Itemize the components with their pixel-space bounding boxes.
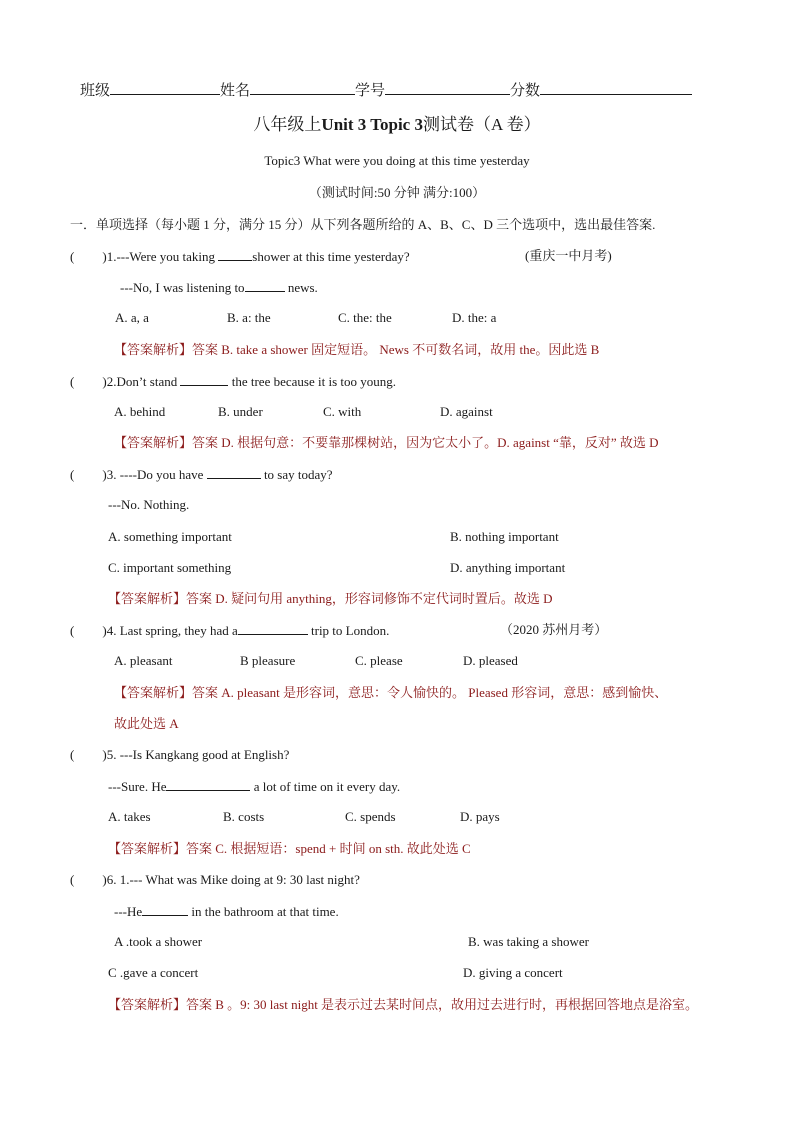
option[interactable]: B pleasure	[240, 653, 296, 668]
option[interactable]: D. anything important	[450, 560, 566, 575]
answer-box[interactable]	[74, 249, 102, 261]
exam-info: （测试时间:50 分钟 满分:100）	[308, 185, 486, 200]
option[interactable]: C. spends	[345, 809, 396, 824]
answer-box[interactable]	[74, 747, 102, 759]
answer-box[interactable]	[74, 467, 102, 479]
blank[interactable]	[245, 279, 285, 292]
class-field[interactable]	[110, 80, 220, 95]
page-subtitle: Topic3 What were you doing at this time yesterday	[264, 153, 530, 168]
name-label: 姓名	[220, 83, 251, 99]
question-5-reply: ---Sure. He a lot of time on it every day.	[108, 779, 401, 794]
option[interactable]: A .took a shower	[114, 934, 203, 949]
question-2-stem: ( )2.Don’t stand the tree because it is too young.	[70, 374, 396, 389]
option[interactable]: A. a, a	[115, 310, 149, 325]
option[interactable]: C. the: the	[338, 310, 392, 325]
blank[interactable]	[166, 778, 250, 791]
option[interactable]: D. against	[440, 404, 493, 419]
question-source: （2020 苏州月考）	[500, 622, 608, 637]
answer-analysis: 【答案解析】答案 D. 根据句意：不要靠那棵树站，因为它太小了。D. against “靠，反对” 故选 D	[114, 435, 659, 450]
blank[interactable]	[180, 373, 228, 386]
question-3-reply: ---No. Nothing.	[108, 497, 190, 512]
answer-paren-open: (	[70, 249, 75, 264]
option[interactable]: C. please	[355, 653, 403, 668]
option[interactable]: A. behind	[114, 404, 166, 419]
option[interactable]: D. the: a	[452, 310, 497, 325]
question-6-reply: ---He in the bathroom at that time.	[114, 904, 339, 919]
question-3-stem: ( )3. ----Do you have to say today?	[70, 467, 333, 482]
question-4-stem: ( )4. Last spring, they had a trip to London.	[70, 623, 390, 638]
answer-analysis-continued: 故此处选 A	[114, 716, 179, 731]
section-heading: 一．单项选择（每小题 1 分，满分 15 分）从下列各题所给的 A、B、C、D 三个选项中，选出最佳答案.	[70, 217, 656, 232]
question-1-stem: ( )1.---Were you taking shower at this time yesterday?	[70, 249, 410, 264]
option[interactable]: B. was taking a shower	[468, 934, 589, 949]
question-6-stem: ( )6. 1.--- What was Mike doing at 9: 30 last night?	[70, 872, 360, 887]
question-5-stem: ( )5. ---Is Kangkang good at English?	[70, 747, 290, 762]
option[interactable]: D. pleased	[463, 653, 518, 668]
answer-analysis: 【答案解析】答案 C. 根据短语：spend + 时间 on sth. 故此处选 C	[108, 841, 471, 856]
option[interactable]: D. giving a concert	[463, 965, 563, 980]
option[interactable]: B. under	[218, 404, 263, 419]
answer-box[interactable]	[74, 623, 102, 635]
blank[interactable]	[218, 248, 252, 261]
answer-analysis: 【答案解析】答案 D. 疑问句用 anything，形容词修饰不定代词时置后。故选 D	[108, 591, 553, 606]
answer-analysis: 【答案解析】答案 B 。9: 30 last night 是表示过去某时间点，故用过去进行时，再根据回答地点是浴室。	[108, 997, 699, 1012]
option[interactable]: A. takes	[108, 809, 151, 824]
question-source: (重庆一中月考)	[525, 248, 612, 263]
student-id-field[interactable]	[385, 80, 510, 95]
class-label: 班级	[80, 83, 111, 99]
option[interactable]: D. pays	[460, 809, 500, 824]
student-info-header	[80, 80, 692, 99]
option[interactable]: C .gave a concert	[108, 965, 199, 980]
question-1-reply: ---No, I was listening to news.	[120, 280, 318, 295]
blank[interactable]	[238, 622, 308, 635]
score-label: 分数	[510, 83, 541, 99]
option[interactable]: A. something important	[108, 529, 232, 544]
option[interactable]: B. costs	[223, 809, 265, 824]
page-title: 八年级上Unit 3 Topic 3测试卷（A 卷）	[253, 115, 541, 134]
student-id-label: 学号	[355, 83, 386, 99]
option[interactable]: C. important something	[108, 560, 232, 575]
blank[interactable]	[207, 466, 261, 479]
option[interactable]: C. with	[323, 404, 362, 419]
option[interactable]: B. a: the	[227, 310, 271, 325]
answer-box[interactable]	[74, 872, 102, 884]
name-field[interactable]	[250, 80, 355, 95]
answer-analysis: 【答案解析】答案 B. take a shower 固定短语。 News 不可数名词，故用 the。因此选 B	[114, 342, 600, 357]
blank[interactable]	[142, 903, 188, 916]
answer-analysis: 【答案解析】答案 A. pleasant 是形容词，意思：令人愉快的。 Pleased 形容词，意思：感到愉快、	[114, 685, 668, 700]
score-field[interactable]	[540, 80, 692, 95]
answer-box[interactable]	[74, 374, 102, 386]
option[interactable]: A. pleasant	[114, 653, 173, 668]
option[interactable]: B. nothing important	[450, 529, 559, 544]
